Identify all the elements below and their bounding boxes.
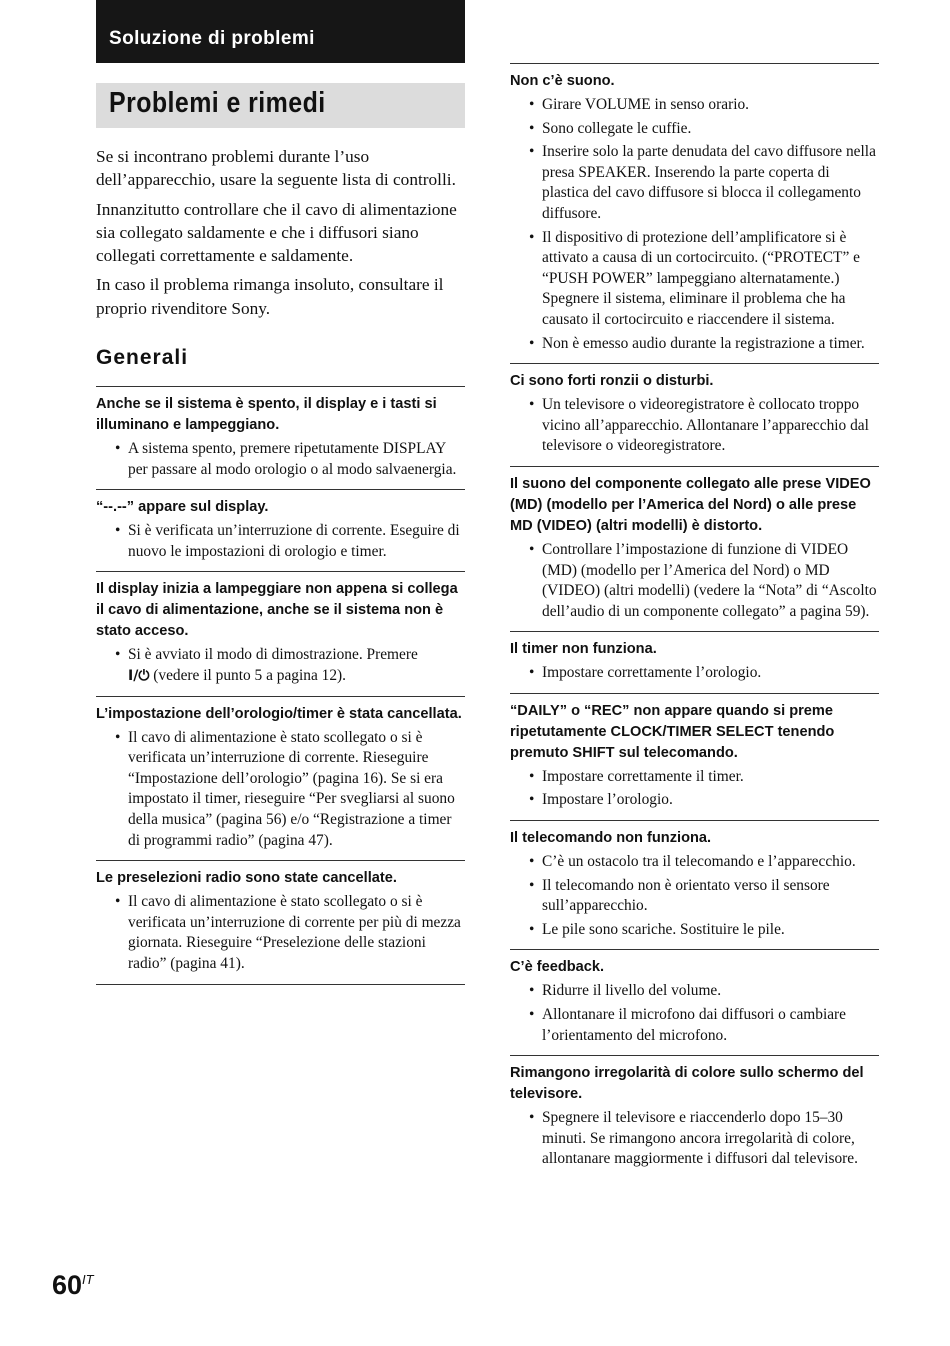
remedy-item: • Impostare correttamente il timer. xyxy=(510,767,879,788)
problem-heading: Il display inizia a lampeggiare non appena si collega il cavo di alimentazione, anche se il sistema non è stato acceso. xyxy=(96,581,458,640)
remedy-list xyxy=(96,521,465,562)
remedy-list xyxy=(510,395,879,457)
problem-entry xyxy=(96,489,465,571)
problem-entry xyxy=(510,363,879,466)
intro-text xyxy=(96,145,465,320)
remedy-item: • Ridurre il livello del volume. xyxy=(510,981,879,1002)
problem-entry xyxy=(96,386,465,489)
problem-heading: “DAILY” o “REC” non appare quando si preme ripetutamente CLOCK/TIMER SELECT tenendo premuto SHIFT sul telecomando. xyxy=(510,702,835,761)
remedy-text-tail: (vedere il punto 5 a pagina 12). xyxy=(149,667,346,685)
remedy-item: • Allontanare il microfono dai diffusori o cambiare l’orientamento del microfono. xyxy=(510,1005,879,1046)
remedy-item: • Impostare l’orologio. xyxy=(510,790,879,811)
problem-entry xyxy=(510,693,879,820)
remedy-list xyxy=(510,540,879,622)
remedy-list xyxy=(96,439,465,480)
remedy-item: • Girare VOLUME in senso orario. xyxy=(510,95,879,116)
problem-entry xyxy=(510,466,879,631)
remedy-list xyxy=(510,981,879,1046)
remedy-list xyxy=(510,1108,879,1170)
page-number-value: 60 xyxy=(52,1270,83,1300)
problem-entry xyxy=(510,63,879,363)
remedy-text: Si è avviato il modo di dimostrazione. Premere xyxy=(128,646,418,664)
remedy-item: • Il cavo di alimentazione è stato scollegato o si è verificata un’interruzione di corrente. Rieseguire “Impostazione dell’orologio” (pagina 16). Se si era impostato il timer, rieseguire “Per svegliarsi al suono della musica” (pagina 56) e/o “Registrazione a timer di programmi radio” (pagina 47). xyxy=(96,728,465,852)
problem-heading: Anche se il sistema è spento, il display e i tasti si illuminano e lampeggiano. xyxy=(96,396,437,434)
problem-heading: Il suono del componente collegato alle prese VIDEO (MD) (modello per l’America del Nord) o alle prese MD (VIDEO) (altri modelli) è distorto. xyxy=(510,475,871,534)
remedy-item xyxy=(96,645,465,686)
problem-heading: L’impostazione dell’orologio/timer è stata cancellata. xyxy=(96,705,462,722)
left-column xyxy=(96,0,465,985)
problem-heading: Il telecomando non funziona. xyxy=(510,830,712,847)
intro-paragraph: In caso il problema rimanga insoluto, consultare il proprio rivenditore Sony. xyxy=(96,275,444,318)
right-column xyxy=(510,63,879,1173)
remedy-item: • Controllare l’impostazione di funzione di VIDEO (MD) (modello per l’America del Nord) o MD (VIDEO) (altri modelli) (vedere la “Nota” di “Ascolto dell’audio di un componente collegato” a pagina 59). xyxy=(510,540,879,622)
remedy-list xyxy=(510,767,879,811)
problem-entry xyxy=(96,860,465,984)
problem-entry xyxy=(510,820,879,949)
remedy-item: • Sono collegate le cuffie. xyxy=(510,119,879,140)
problem-entry xyxy=(510,1055,879,1170)
remedy-item: • Non è emesso audio durante la registrazione a timer. xyxy=(510,334,879,355)
remedy-item: • Il dispositivo di protezione dell’amplificatore si è attivato a causa di un cortocircuito. (“PROTECT” e “PUSH POWER” lampeggiano alternatamente.) Spegnere il sistema, eliminare il problema che ha causato il cortocircuito e riaccendere il sistema. xyxy=(510,228,879,331)
language-code: IT xyxy=(82,1272,94,1287)
remedy-item: • Il cavo di alimentazione è stato scollegato o si è verificata un’interruzione di corrente per più di mezza giornata. Rieseguire “Preselezione delle stazioni radio” (pagina 41). xyxy=(96,892,465,974)
problem-entry xyxy=(96,571,465,695)
remedy-item: • Il telecomando non è orientato verso il sensore sull’apparecchio. xyxy=(510,876,879,917)
problem-heading: C’è feedback. xyxy=(510,959,605,976)
problem-heading: Il timer non funziona. xyxy=(510,641,657,658)
intro-paragraph: Se si incontrano problemi durante l’uso dell’apparecchio, usare la seguente lista di controlli. xyxy=(96,147,456,190)
remedy-item: • Si è verificata un’interruzione di corrente. Eseguire di nuovo le impostazioni di orologio e timer. xyxy=(96,521,465,562)
remedy-list xyxy=(96,645,465,686)
remedy-item: • Impostare correttamente l’orologio. xyxy=(510,663,879,684)
page-number xyxy=(52,1270,94,1301)
remedy-item: • Inserire solo la parte denudata del cavo diffusore nella presa SPEAKER. Inserendo la parte coperta di plastica del cavo diffusore si blocca il collegamento diffusore. xyxy=(510,142,879,224)
remedy-list xyxy=(510,95,879,354)
problem-heading: Ci sono forti ronzii o disturbi. xyxy=(510,373,714,390)
power-icon: I/⏻ xyxy=(128,668,150,685)
problem-heading: “--.--” appare sul display. xyxy=(96,499,269,516)
page-title: Problemi e rimedi xyxy=(109,87,326,119)
remedy-item: • Un televisore o videoregistratore è collocato troppo vicino all’apparecchio. Allontanare l’apparecchio dal televisore o videoregistratore. xyxy=(510,395,879,457)
remedy-item: • Spegnere il televisore e riaccenderlo dopo 15–30 minuti. Se rimangono ancora irregolarità di colore, allontanare maggiormente i diffusori dal televisore. xyxy=(510,1108,879,1170)
problem-entry xyxy=(510,949,879,1055)
problem-entry xyxy=(510,631,879,693)
remedy-list xyxy=(510,663,879,684)
problem-heading: Non c’è suono. xyxy=(510,73,615,89)
subsection-heading: Generali xyxy=(96,346,189,370)
problem-heading: Le preselezioni radio sono state cancellate. xyxy=(96,870,397,887)
problem-heading: Rimangono irregolarità di colore sullo schermo del televisore. xyxy=(510,1065,864,1103)
remedy-item: • A sistema spento, premere ripetutamente DISPLAY per passare al modo orologio o al modo salvaenergia. xyxy=(96,439,465,480)
remedy-list xyxy=(96,728,465,852)
remedy-item: • Le pile sono scariche. Sostituire le pile. xyxy=(510,920,879,941)
intro-paragraph: Innanzitutto controllare che il cavo di alimentazione sia collegato saldamente e che i diffusori siano collegati correttamente e saldamente. xyxy=(96,199,457,266)
section-banner: Soluzione di problemi xyxy=(96,0,465,63)
remedy-list xyxy=(510,852,879,940)
remedy-list xyxy=(96,892,465,974)
remedy-item: • C’è un ostacolo tra il telecomando e l’apparecchio. xyxy=(510,852,879,873)
page-title-box xyxy=(96,83,465,128)
problem-entry xyxy=(96,696,465,861)
